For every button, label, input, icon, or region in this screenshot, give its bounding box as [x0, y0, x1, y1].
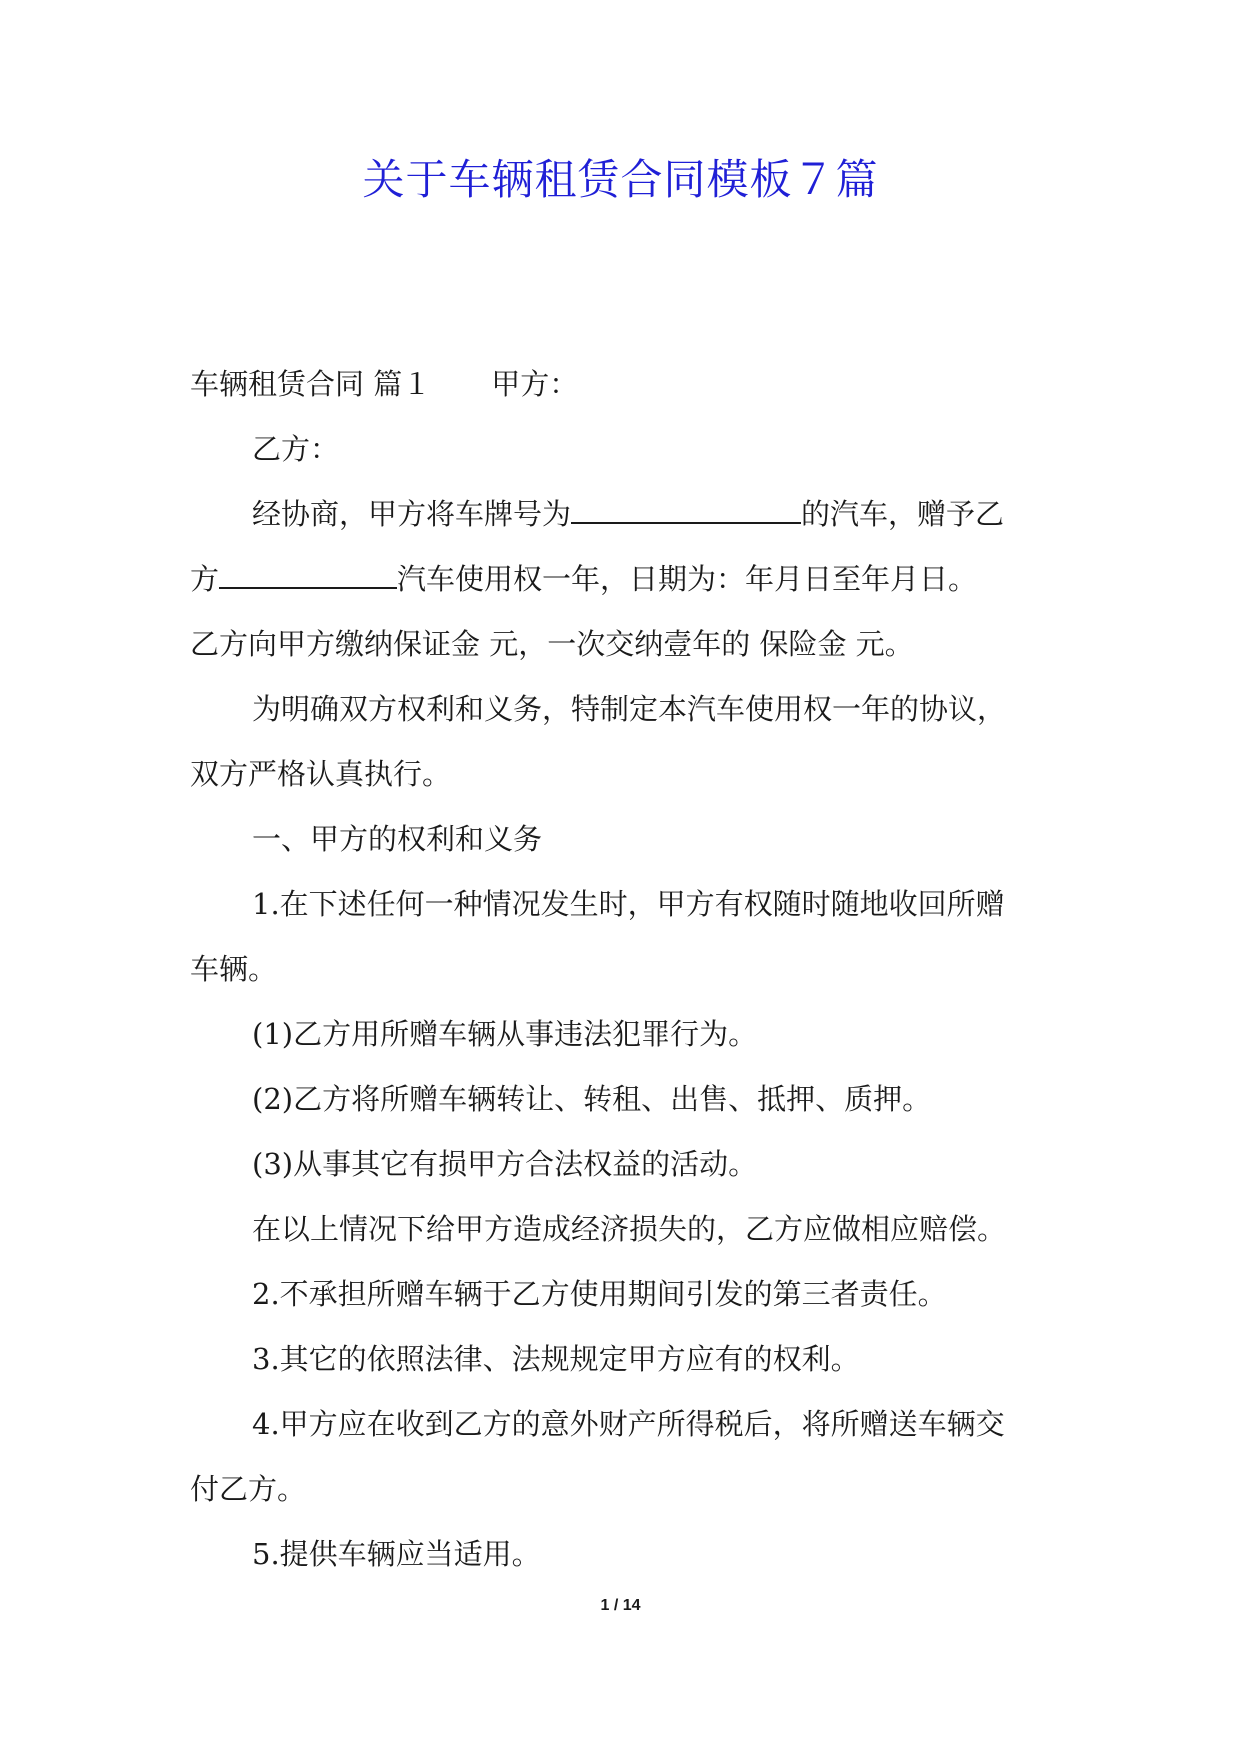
section-heading: 一、甲方的权利和义务: [252, 822, 543, 856]
document-title: 关于车辆租赁合同模板７篇: [362, 155, 879, 204]
list-item: (1)乙方用所赠车辆从事违法犯罪行为。: [252, 1017, 758, 1051]
paragraph-line: 方 汽车使用权一年，日期为：年月日至年月日。: [190, 562, 978, 596]
paragraph-line: 在以上情况下给甲方造成经济损失的，乙方应做相应赔偿。: [252, 1212, 1007, 1246]
party-b-label: 乙方：: [252, 432, 340, 466]
list-item: 5.提供车辆应当适用。: [252, 1537, 541, 1571]
paragraph-line: 乙方向甲方缴纳保证金 元，一次交纳壹年的 保险金 元。: [190, 627, 914, 661]
paragraph-heading-line: [190, 352, 1055, 417]
paragraph-line: 经协商，甲方将车牌号为 的汽车，赠予乙: [252, 497, 1005, 531]
list-item: (3)从事其它有损甲方合法权益的活动。: [252, 1147, 758, 1181]
list-item: 3.其它的依照法律、法规规定甲方应有的权利。: [252, 1342, 860, 1376]
page-number: 1 / 14: [600, 1597, 641, 1614]
paragraph-line: 1.在下述任何一种情况发生时，甲方有权随时随地收回所赠: [252, 887, 1005, 921]
contract-section-label: 车辆租赁合同 篇１: [190, 367, 432, 401]
list-item: (2)乙方将所赠车辆转让、转租、出售、抵押、质押。: [252, 1082, 932, 1116]
list-item: 4.甲方应在收到乙方的意外财产所得税后，将所赠送车辆交: [252, 1407, 1005, 1441]
paragraph-line: 双方严格认真执行。: [190, 757, 452, 791]
paragraph-line: 付乙方。: [190, 1472, 307, 1506]
document-body: [190, 352, 1055, 1587]
plate-number-blank: [571, 498, 801, 524]
recipient-blank: [219, 563, 397, 589]
paragraph-line: 为明确双方权利和义务，特制定本汽车使用权一年的协议，: [252, 692, 1007, 726]
list-item: 2.不承担所赠车辆于乙方使用期间引发的第三者责任。: [252, 1277, 947, 1311]
party-a-label: 甲方：: [491, 367, 579, 401]
paragraph-line: 车辆。: [190, 952, 278, 986]
